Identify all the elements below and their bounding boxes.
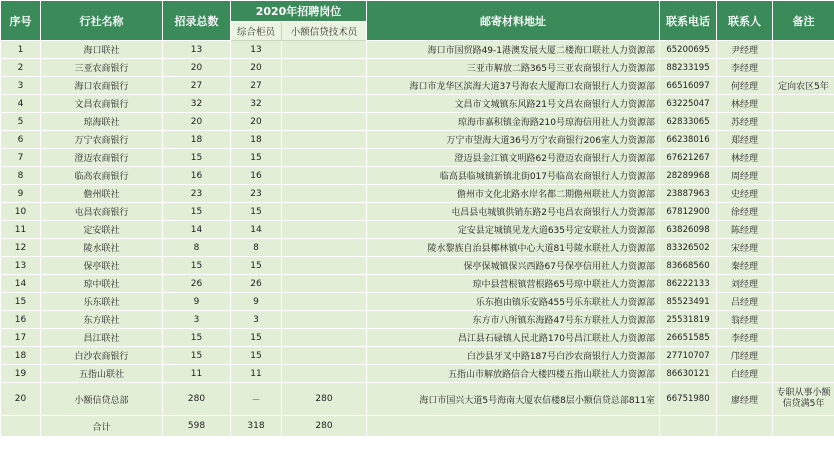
cell-teller[interactable]: 11 <box>231 365 282 383</box>
cell-note[interactable] <box>773 59 834 77</box>
header-teller[interactable]: 综合柜员 <box>231 22 282 41</box>
cell-name[interactable]: 屯昌农商银行 <box>41 203 163 221</box>
cell-teller[interactable]: 32 <box>231 95 282 113</box>
table-row <box>1 257 834 275</box>
totals-label[interactable]: 合计 <box>41 416 163 437</box>
cell-note[interactable] <box>773 347 834 365</box>
cell-note[interactable]: 专职从事小额信贷满5年 <box>773 383 834 416</box>
cell-index[interactable]: 19 <box>1 365 41 383</box>
cell-phone[interactable]: 86630121 <box>660 365 717 383</box>
table-row <box>1 167 834 185</box>
cell-loan-tech[interactable] <box>282 113 367 131</box>
cell-name[interactable]: 小额信贷总部 <box>41 383 163 416</box>
cell-name[interactable]: 三亚农商银行 <box>41 59 163 77</box>
cell-phone[interactable]: 23887963 <box>660 185 717 203</box>
table-row <box>1 311 834 329</box>
table-row <box>1 383 834 416</box>
cell-teller[interactable]: 15 <box>231 347 282 365</box>
cell-teller[interactable]: 18 <box>231 131 282 149</box>
cell-index[interactable]: 2 <box>1 59 41 77</box>
cell-index[interactable]: 13 <box>1 257 41 275</box>
cell-phone[interactable]: 66516097 <box>660 77 717 95</box>
cell-loan-tech[interactable] <box>282 239 367 257</box>
cell-index[interactable]: 9 <box>1 185 41 203</box>
cell-address[interactable]: 海口市国兴大道5号海南大厦农信楼8层小额信贷总部811室 <box>367 383 660 416</box>
cell-loan-tech[interactable] <box>282 275 367 293</box>
cell-address[interactable]: 昌江县石碌镇人民北路170号昌江联社人力资源部 <box>367 329 660 347</box>
cell-contact[interactable]: 林经理 <box>717 149 773 167</box>
cell-index[interactable]: 11 <box>1 221 41 239</box>
cell-index[interactable]: 12 <box>1 239 41 257</box>
cell-name[interactable]: 海口联社 <box>41 41 163 59</box>
cell-note[interactable] <box>773 311 834 329</box>
table-row <box>1 149 834 167</box>
cell-phone[interactable]: 83668560 <box>660 257 717 275</box>
cell-note[interactable] <box>773 185 834 203</box>
table-row <box>1 275 834 293</box>
cell-index[interactable]: 5 <box>1 113 41 131</box>
cell-loan-tech[interactable] <box>282 203 367 221</box>
cell-name[interactable]: 临高农商银行 <box>41 167 163 185</box>
cell-note[interactable] <box>773 239 834 257</box>
cell-total[interactable]: 280 <box>163 383 231 416</box>
cell-loan-tech[interactable] <box>282 347 367 365</box>
cell-name[interactable]: 琼中联社 <box>41 275 163 293</box>
cell-address[interactable]: 万宁市望海大道36号万宁农商银行206室人力资源部 <box>367 131 660 149</box>
cell-total[interactable]: 15 <box>163 347 231 365</box>
cell-teller[interactable]: 8 <box>231 239 282 257</box>
header-note[interactable]: 备注 <box>773 1 834 41</box>
cell-index[interactable]: 3 <box>1 77 41 95</box>
cell-name[interactable]: 保亭联社 <box>41 257 163 275</box>
cell-contact[interactable]: 徐经理 <box>717 203 773 221</box>
cell-note[interactable] <box>773 149 834 167</box>
totals-empty-address[interactable] <box>367 416 660 437</box>
totals-teller[interactable]: 318 <box>231 416 282 437</box>
cell-address[interactable]: 琼海市嘉积镇金海路210号琼海信用社人力资源部 <box>367 113 660 131</box>
cell-total[interactable]: 26 <box>163 275 231 293</box>
cell-contact[interactable]: 廖经理 <box>717 383 773 416</box>
cell-contact[interactable]: 史经理 <box>717 185 773 203</box>
cell-contact[interactable]: 尹经理 <box>717 41 773 59</box>
cell-total[interactable]: 23 <box>163 185 231 203</box>
table-body <box>1 41 834 437</box>
table-row <box>1 293 834 311</box>
cell-name[interactable]: 定安联社 <box>41 221 163 239</box>
cell-phone[interactable]: 88233195 <box>660 59 717 77</box>
cell-address[interactable]: 琼中县营根镇营根路65号琼中联社人力资源部 <box>367 275 660 293</box>
cell-loan-tech[interactable] <box>282 221 367 239</box>
cell-teller[interactable]: 16 <box>231 167 282 185</box>
cell-total[interactable]: 15 <box>163 203 231 221</box>
cell-index[interactable]: 15 <box>1 293 41 311</box>
cell-address[interactable]: 临高县临城镇新镇北街017号临高农商银行人力资源部 <box>367 167 660 185</box>
cell-total[interactable]: 15 <box>163 149 231 167</box>
table-row <box>1 95 834 113</box>
cell-total[interactable]: 15 <box>163 257 231 275</box>
cell-name[interactable]: 乐东联社 <box>41 293 163 311</box>
cell-teller[interactable]: 23 <box>231 185 282 203</box>
table-row <box>1 41 834 59</box>
cell-note[interactable] <box>773 131 834 149</box>
cell-teller[interactable]: 15 <box>231 329 282 347</box>
cell-index[interactable]: 8 <box>1 167 41 185</box>
cell-teller[interactable]: 27 <box>231 77 282 95</box>
cell-note[interactable] <box>773 293 834 311</box>
cell-address[interactable]: 澄迈县金江镇文明路62号澄迈农商银行人力资源部 <box>367 149 660 167</box>
cell-phone[interactable]: 67812900 <box>660 203 717 221</box>
cell-phone[interactable]: 63826098 <box>660 221 717 239</box>
cell-note[interactable] <box>773 113 834 131</box>
cell-total[interactable]: 3 <box>163 311 231 329</box>
cell-contact[interactable]: 刘经理 <box>717 275 773 293</box>
cell-total[interactable]: 20 <box>163 113 231 131</box>
cell-note[interactable]: 定向农区5年 <box>773 77 834 95</box>
table-row <box>1 59 834 77</box>
cell-total[interactable]: 15 <box>163 329 231 347</box>
cell-loan-tech[interactable] <box>282 329 367 347</box>
cell-address[interactable]: 乐东抱由镇乐安路455号乐东联社人力资源部 <box>367 293 660 311</box>
cell-loan-tech[interactable] <box>282 77 367 95</box>
cell-name[interactable]: 陵水联社 <box>41 239 163 257</box>
cell-note[interactable] <box>773 257 834 275</box>
cell-phone[interactable]: 62833065 <box>660 113 717 131</box>
cell-address[interactable]: 东方市八所镇东海路47号东方联社人力资源部 <box>367 311 660 329</box>
cell-phone[interactable]: 83326502 <box>660 239 717 257</box>
cell-contact[interactable]: 李经理 <box>717 329 773 347</box>
cell-contact[interactable]: 陈经理 <box>717 221 773 239</box>
cell-note[interactable] <box>773 365 834 383</box>
cell-note[interactable] <box>773 221 834 239</box>
totals-total[interactable]: 598 <box>163 416 231 437</box>
cell-name[interactable]: 昌江联社 <box>41 329 163 347</box>
cell-index[interactable]: 20 <box>1 383 41 416</box>
cell-teller[interactable]: 26 <box>231 275 282 293</box>
cell-index[interactable]: 6 <box>1 131 41 149</box>
cell-address[interactable]: 陵水黎族自治县椰林镇中心大道81号陵水联社人力资源部 <box>367 239 660 257</box>
cell-loan-tech[interactable] <box>282 95 367 113</box>
cell-loan-tech[interactable] <box>282 59 367 77</box>
cell-name[interactable]: 东方联社 <box>41 311 163 329</box>
cell-address[interactable]: 海口市国贸路49-1港澳发展大厦二楼海口联社人力资源部 <box>367 41 660 59</box>
cell-note[interactable] <box>773 167 834 185</box>
cell-total[interactable]: 14 <box>163 221 231 239</box>
cell-address[interactable]: 保亭保城镇保兴西路67号保亭信用社人力资源部 <box>367 257 660 275</box>
cell-total[interactable]: 20 <box>163 59 231 77</box>
table-row <box>1 347 834 365</box>
table-row <box>1 113 834 131</box>
cell-index[interactable]: 1 <box>1 41 41 59</box>
cell-phone[interactable]: 27710707 <box>660 347 717 365</box>
cell-contact[interactable]: 吕经理 <box>717 293 773 311</box>
table-row <box>1 185 834 203</box>
cell-name[interactable]: 万宁农商银行 <box>41 131 163 149</box>
cell-address[interactable]: 五指山市解放路信合大楼四楼五指山联社人力资源部 <box>367 365 660 383</box>
cell-loan-tech[interactable] <box>282 41 367 59</box>
cell-phone[interactable]: 25531819 <box>660 311 717 329</box>
totals-loan-tech[interactable]: 280 <box>282 416 367 437</box>
cell-total[interactable]: 27 <box>163 77 231 95</box>
cell-address[interactable]: 屯昌县屯城镇供销东路2号屯昌农商银行人力资源部 <box>367 203 660 221</box>
cell-name[interactable]: 海口农商银行 <box>41 77 163 95</box>
cell-teller[interactable]: 20 <box>231 113 282 131</box>
cell-contact[interactable]: 宋经理 <box>717 239 773 257</box>
cell-teller[interactable]: 13 <box>231 41 282 59</box>
cell-name[interactable]: 儋州联社 <box>41 185 163 203</box>
cell-contact[interactable]: 郑经理 <box>717 131 773 149</box>
cell-contact[interactable]: 周经理 <box>717 167 773 185</box>
cell-name[interactable]: 文昌农商银行 <box>41 95 163 113</box>
cell-phone[interactable]: 66238016 <box>660 131 717 149</box>
table-row <box>1 365 834 383</box>
totals-empty-index[interactable] <box>1 416 41 437</box>
cell-index[interactable]: 17 <box>1 329 41 347</box>
cell-teller[interactable]: 14 <box>231 221 282 239</box>
cell-total[interactable]: 18 <box>163 131 231 149</box>
cell-contact[interactable]: 白经理 <box>717 365 773 383</box>
cell-contact[interactable]: 秦经理 <box>717 257 773 275</box>
cell-phone[interactable]: 85523491 <box>660 293 717 311</box>
cell-index[interactable]: 4 <box>1 95 41 113</box>
header-contact[interactable]: 联系人 <box>717 1 773 41</box>
cell-teller[interactable]: 9 <box>231 293 282 311</box>
cell-loan-tech[interactable] <box>282 131 367 149</box>
cell-address[interactable]: 儋州市文化北路水岸名都二期儋州联社人力资源部 <box>367 185 660 203</box>
totals-empty-phone[interactable] <box>660 416 717 437</box>
totals-empty-note[interactable] <box>773 416 834 437</box>
cell-total[interactable]: 16 <box>163 167 231 185</box>
cell-index[interactable]: 7 <box>1 149 41 167</box>
cell-total[interactable]: 11 <box>163 365 231 383</box>
cell-loan-tech[interactable]: 280 <box>282 383 367 416</box>
header-name[interactable]: 行社名称 <box>41 1 163 41</box>
cell-phone[interactable]: 66751980 <box>660 383 717 416</box>
totals-row <box>1 416 834 437</box>
cell-contact[interactable]: 林经理 <box>717 95 773 113</box>
cell-note[interactable] <box>773 95 834 113</box>
cell-loan-tech[interactable] <box>282 185 367 203</box>
cell-teller[interactable]: － <box>231 383 282 416</box>
header-loan-tech[interactable]: 小额信贷技术员 <box>282 22 367 41</box>
cell-index[interactable]: 18 <box>1 347 41 365</box>
cell-phone[interactable]: 65200695 <box>660 41 717 59</box>
header-positions-group[interactable]: 2020年招聘岗位 <box>231 1 367 22</box>
cell-address[interactable]: 三亚市解放二路365号三亚农商银行人力资源部 <box>367 59 660 77</box>
cell-loan-tech[interactable] <box>282 167 367 185</box>
cell-phone[interactable]: 86222133 <box>660 275 717 293</box>
cell-note[interactable] <box>773 275 834 293</box>
cell-contact[interactable]: 何经理 <box>717 77 773 95</box>
cell-teller[interactable]: 15 <box>231 149 282 167</box>
cell-phone[interactable]: 26651585 <box>660 329 717 347</box>
table-row <box>1 329 834 347</box>
cell-loan-tech[interactable] <box>282 293 367 311</box>
cell-loan-tech[interactable] <box>282 149 367 167</box>
cell-teller[interactable]: 3 <box>231 311 282 329</box>
cell-address[interactable]: 白沙县牙叉中路187号白沙农商银行人力资源部 <box>367 347 660 365</box>
cell-index[interactable]: 14 <box>1 275 41 293</box>
cell-note[interactable] <box>773 203 834 221</box>
cell-total[interactable]: 13 <box>163 41 231 59</box>
cell-teller[interactable]: 15 <box>231 257 282 275</box>
header-index[interactable]: 序号 <box>1 1 41 41</box>
cell-address[interactable]: 海口市龙华区滨海大道37号海农大厦海口农商银行人力资源部 <box>367 77 660 95</box>
table-row <box>1 203 834 221</box>
cell-contact[interactable]: 邝经理 <box>717 347 773 365</box>
cell-phone[interactable]: 67621267 <box>660 149 717 167</box>
cell-phone[interactable]: 63225047 <box>660 95 717 113</box>
table-row <box>1 221 834 239</box>
cell-total[interactable]: 9 <box>163 293 231 311</box>
cell-phone[interactable]: 28289968 <box>660 167 717 185</box>
cell-loan-tech[interactable] <box>282 311 367 329</box>
cell-name[interactable]: 澄迈农商银行 <box>41 149 163 167</box>
cell-name[interactable]: 白沙农商银行 <box>41 347 163 365</box>
cell-address[interactable]: 定安县定城镇见龙大道635号定安联社人力资源部 <box>367 221 660 239</box>
cell-index[interactable]: 10 <box>1 203 41 221</box>
cell-note[interactable] <box>773 41 834 59</box>
header-total[interactable]: 招录总数 <box>163 1 231 41</box>
table-row <box>1 239 834 257</box>
table-row <box>1 77 834 95</box>
header-address[interactable]: 邮寄材料地址 <box>367 1 660 41</box>
cell-name[interactable]: 琼海联社 <box>41 113 163 131</box>
header-row <box>1 1 834 22</box>
table-row <box>1 131 834 149</box>
cell-note[interactable] <box>773 329 834 347</box>
cell-contact[interactable]: 苏经理 <box>717 113 773 131</box>
cell-loan-tech[interactable] <box>282 257 367 275</box>
cell-total[interactable]: 32 <box>163 95 231 113</box>
cell-contact[interactable]: 李经理 <box>717 59 773 77</box>
cell-total[interactable]: 8 <box>163 239 231 257</box>
cell-name[interactable]: 五指山联社 <box>41 365 163 383</box>
cell-address[interactable]: 文昌市文城镇东风路21号文昌农商银行人力资源部 <box>367 95 660 113</box>
cell-teller[interactable]: 20 <box>231 59 282 77</box>
cell-loan-tech[interactable] <box>282 365 367 383</box>
cell-contact[interactable]: 翁经理 <box>717 311 773 329</box>
cell-teller[interactable]: 15 <box>231 203 282 221</box>
cell-index[interactable]: 16 <box>1 311 41 329</box>
totals-empty-contact[interactable] <box>717 416 773 437</box>
header-phone[interactable]: 联系电话 <box>660 1 717 41</box>
